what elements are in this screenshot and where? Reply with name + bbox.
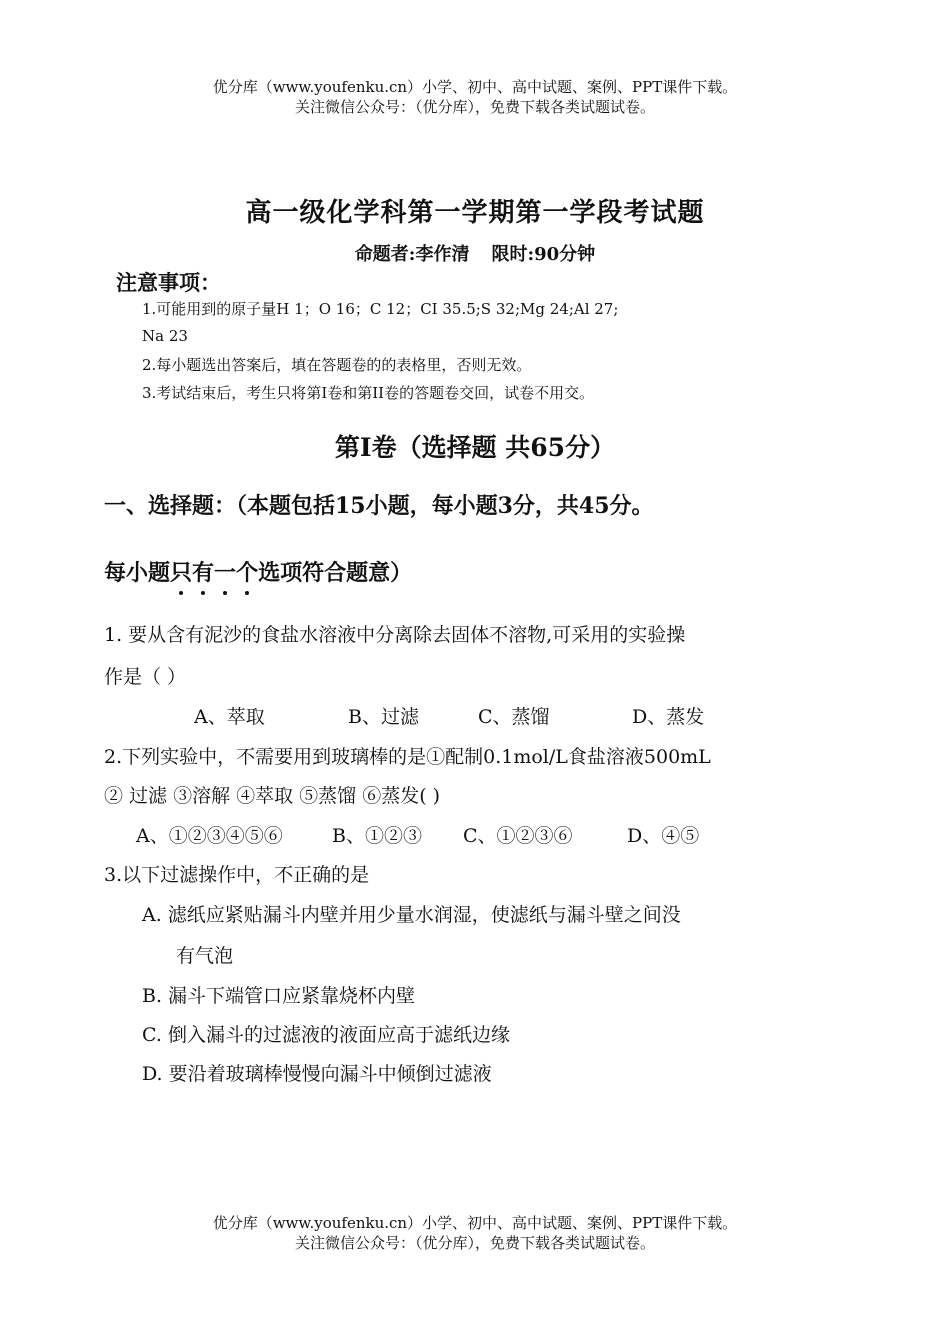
- header-line-2: 关注微信公众号：（优分库），免费下载各类试题试卷。: [294, 98, 655, 116]
- instruction-prefix: 每小题: [104, 560, 171, 586]
- question-1-option-b: B、过滤: [348, 706, 419, 728]
- question-1-stem-line-2: 作是（ ）: [104, 666, 187, 688]
- question-1-option-a: A、萃取: [194, 706, 265, 728]
- question-1-stem-line-1: 1. 要从含有泥沙的食盐水溶液中分离除去固体不溶物,可采用的实验操: [104, 624, 686, 646]
- question-3-option-a-line-1: A. 滤纸应紧贴漏斗内壁并用少量水润湿，使滤纸与漏斗壁之间没: [142, 904, 681, 926]
- question-3-option-d: D. 要沿着玻璃棒慢慢向漏斗中倾倒过滤液: [142, 1063, 492, 1085]
- question-1-option-d: D、蒸发: [632, 706, 705, 728]
- author: 命题者:李作清: [354, 244, 470, 265]
- question-2-option-c: C、①②③⑥: [463, 825, 573, 847]
- question-2-option-a: A、①②③④⑤⑥: [136, 825, 283, 847]
- question-3-option-c: C. 倒入漏斗的过滤液的液面应高于滤纸边缘: [142, 1024, 510, 1046]
- footer-line-1: 优分库（www.youfenku.cn）小学、初中、高中试题、案例、PPT课件下载。: [212, 1214, 738, 1232]
- notice-item-1-line-1: 1.可能用到的原子量H 1；O 16；C 12；CI 35.5;S 32;Mg 24;Al 27;: [142, 300, 619, 318]
- emphasis-char-2: 有: [192, 556, 214, 587]
- notice-item-1-line-2: Na 23: [142, 327, 188, 345]
- volume-title: 第Ⅰ卷（选择题 共65分）: [334, 433, 616, 462]
- emphasis-char-3: 一: [214, 556, 236, 587]
- question-2-stem-line-2: ② 过滤 ③溶解 ④萃取 ⑤蒸馏 ⑥蒸发( ): [104, 785, 441, 807]
- exam-subtitle: [0, 240, 950, 266]
- question-3-stem: 3.以下过滤操作中，不正确的是: [104, 864, 370, 886]
- notice-item-2: 2.每小题选出答案后，填在答题卷的的表格里，否则无效。: [142, 356, 532, 374]
- question-3-option-b: B. 漏斗下端管口应紧靠烧杯内壁: [142, 985, 416, 1007]
- section-1-heading: 一、选择题：（本题包括15小题，每小题3分，共45分。: [104, 493, 654, 519]
- question-1-option-c: C、蒸馏: [478, 706, 550, 728]
- time-limit: 限时:90分钟: [491, 244, 596, 265]
- question-3-option-a-line-2: 有气泡: [176, 945, 234, 967]
- emphasis-char-1: 只: [170, 556, 192, 587]
- section-1-instruction: [104, 556, 412, 587]
- emphasis-char-4: 个: [236, 556, 258, 587]
- header-line-1: 优分库（www.youfenku.cn）小学、初中、高中试题、案例、PPT课件下载。: [212, 78, 738, 96]
- notice-heading: 注意事项：: [116, 270, 221, 295]
- exam-title: 高一级化学科第一学期第一学段考试题: [245, 198, 705, 228]
- question-2-option-d: D、④⑤: [627, 825, 700, 847]
- notice-item-3: 3.考试结束后，考生只将第I卷和第II卷的答题卷交回，试卷不用交。: [142, 384, 595, 402]
- footer-line-2: 关注微信公众号：（优分库），免费下载各类试题试卷。: [294, 1234, 655, 1252]
- question-2-option-b: B、①②③: [332, 825, 422, 847]
- question-2-stem-line-1: 2.下列实验中，不需要用到玻璃棒的是①配制0.1mol/L食盐溶液500mL: [104, 746, 711, 768]
- instruction-suffix: 选项符合题意）: [258, 560, 413, 586]
